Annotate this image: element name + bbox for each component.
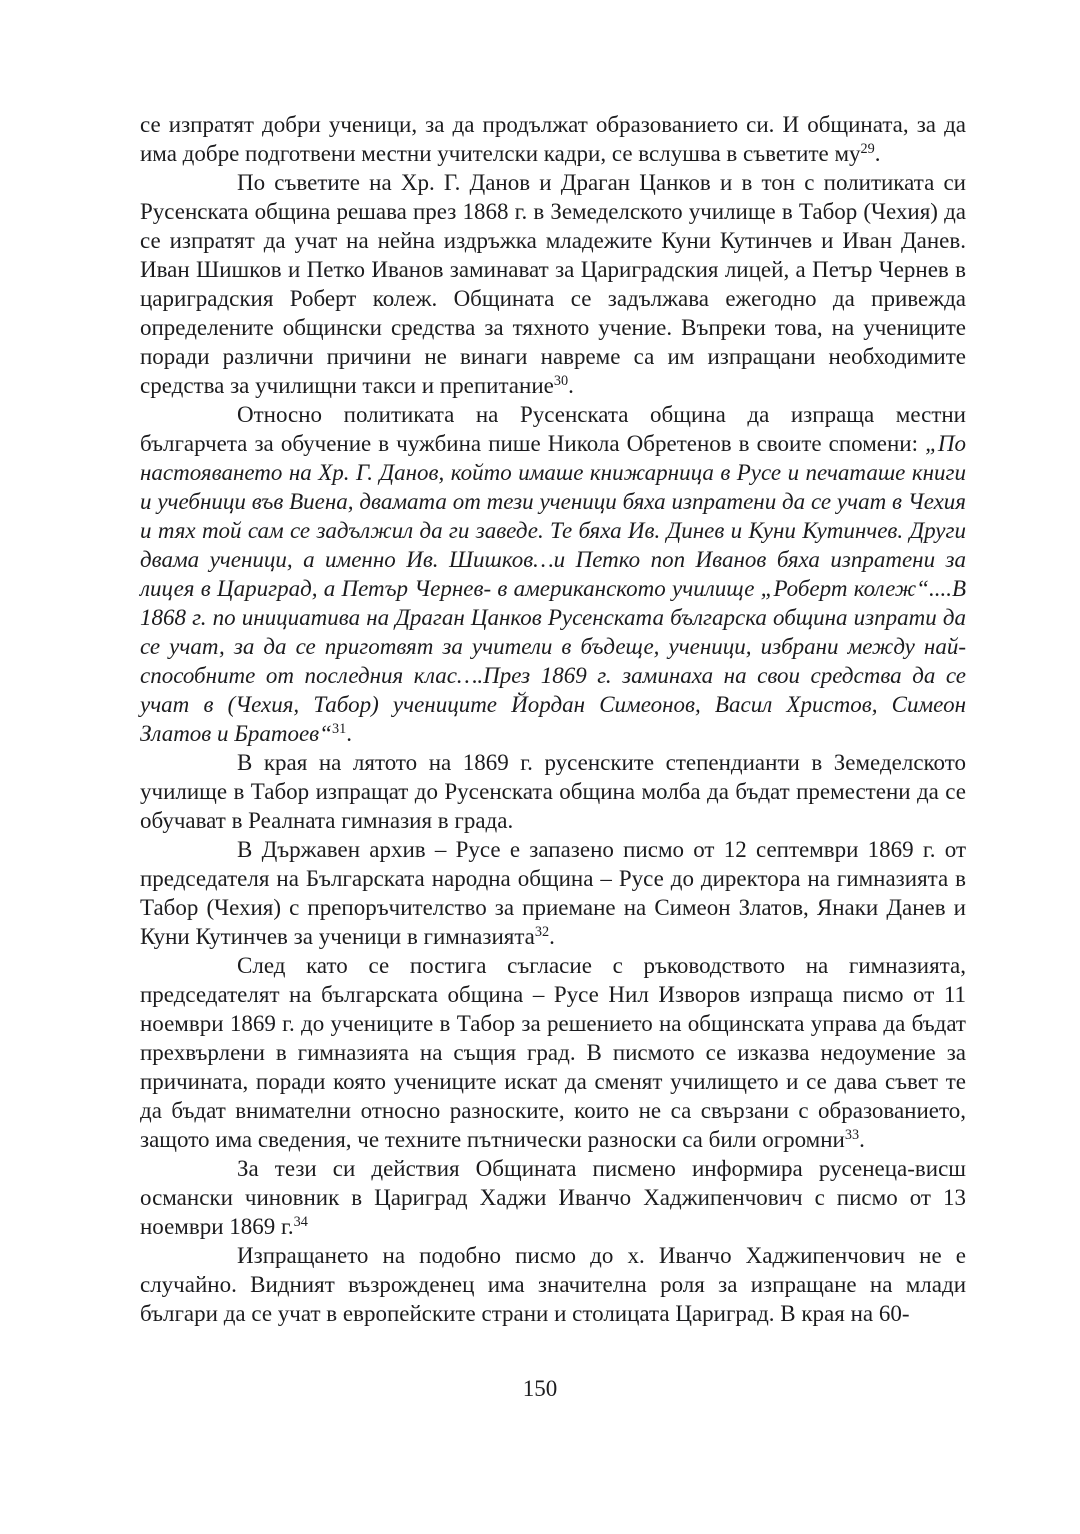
paragraph <box>140 168 966 400</box>
paragraph-text: В края на лятото на 1869 г. русенските степендианти в Земеделското училище в Табор изпращат до Русенската община молба да бъдат преместени да се обучават в Реалната гимназия в града. <box>140 750 966 833</box>
paragraph-text: . <box>346 721 352 746</box>
paragraph-text: . <box>874 141 881 166</box>
paragraph <box>140 951 966 1154</box>
paragraph <box>140 1241 966 1328</box>
text-block <box>140 110 966 1328</box>
paragraph <box>140 1154 966 1241</box>
paragraph <box>140 748 966 835</box>
paragraph-text: Изпращането на подобно писмо до х. Иванчо Хаджипенчович не е случайно. Видният възрожденец има значителна роля за изпращане на млади българи да се учат в европейските страни и столицата Цариград. В края на 60- <box>140 1243 966 1326</box>
footnote-ref-31: 31 <box>331 721 347 738</box>
paragraph <box>140 110 966 168</box>
footnote-ref-34: 34 <box>293 1214 308 1231</box>
page-number: 150 <box>522 1376 558 1401</box>
paragraph <box>140 400 966 748</box>
paragraph-text: По съветите на Хр. Г. Данов и Драган Цанков и в тон с политиката си Русенската община решава през 1868 г. в Земеделското училище в Табор (Чехия) да се изпратят да учат на нейна издръжка младежите Куни Кутинчев и Иван Данев. Иван Шишков и Петко Иванов заминават за Цариградския лицей, а Петър Чернев в цариградския Роберт колеж. Общината се задължава ежегодно да привежда определените общински средства за тяхното учение. Въпреки това, на учениците поради различни причини не винаги навреме са им изпращани необходимите средства за училищни такси и препитание <box>140 170 966 398</box>
paragraph-text: . <box>549 924 555 949</box>
paragraph-text: Относно политиката на Русенската община да изпраща местни българчета за обучение в чужбина пише Никола Обретенов в своите спомени: <box>140 402 966 456</box>
memoir-quote: „По настояването на Хр. Г. Данов, който имаше книжарница в Русе и печаташе книги и учебници във Виена, двамата от тези ученици бяха изпратени да се учат в Чехия и тях той сам се задължил да ги заведе. Те бяха Ив. Динев и Куни Кутинчев. Други двама ученици, а именно Ив. Шишков…и Петко поп Иванов бяха изпратени за лицея в Цариград, а Петър Чернев- в американското училище „Роберт колеж“....В 1868 г. по инициатива на Драган Цанков Русенската българска община изпрати да се учат, за да се приготвят за учители в бъдеще, ученици, избрани между най-способните от последния клас….През 1869 г. заминаха на свои средства да се учат в (Чехия, Табор) учениците Йордан Симеонов, Васил Христов, Симеон Златов и Братоев“ <box>140 431 966 746</box>
paragraph-text: След като се постига съгласие с ръководството на гимназията, председателят на българската община – Русе Нил Изворов изпраща писмо от 11 ноември 1869 г. до учениците в Табор за решението на общинската управа да бъдат прехвърлени в гимназията на същия град. В писмото се изказва недоумение за причината, поради която учениците искат да сменят училището и се дава съвет те да бъдат внимателни относно разноските, които не са свързани с образованието, защото има сведения, че техните пътнически разноски са били огромни <box>140 953 966 1152</box>
paragraph-text: се изпратят добри ученици, за да продължат образованието си. И общината, за да има добре подготвени местни учителски кадри, се вслушва в съветите му <box>140 112 966 166</box>
paragraph-text: За тези си действия Общината писмено информира русенеца-висш османски чиновник в Цариград Хаджи Иванчо Хаджипенчович с писмо от 13 ноември 1869 г. <box>140 1156 966 1239</box>
footnote-ref-33: 33 <box>844 1127 860 1144</box>
paragraph-text: . <box>859 1127 865 1152</box>
paragraph <box>140 835 966 951</box>
paragraph-text: . <box>568 373 574 398</box>
footnote-ref-29: 29 <box>860 141 875 158</box>
footnote-ref-32: 32 <box>534 924 550 941</box>
footnote-ref-30: 30 <box>553 373 569 390</box>
paragraph-text: В Държавен архив – Русе е запазено писмо от 12 септември 1869 г. от председателя на Българската народна община – Русе до директора на гимназията в Табор (Чехия) с препоръчителство за приемане на Симеон Златов, Янаки Данев и Куни Кутинчев за ученици в гимназията <box>140 837 966 949</box>
